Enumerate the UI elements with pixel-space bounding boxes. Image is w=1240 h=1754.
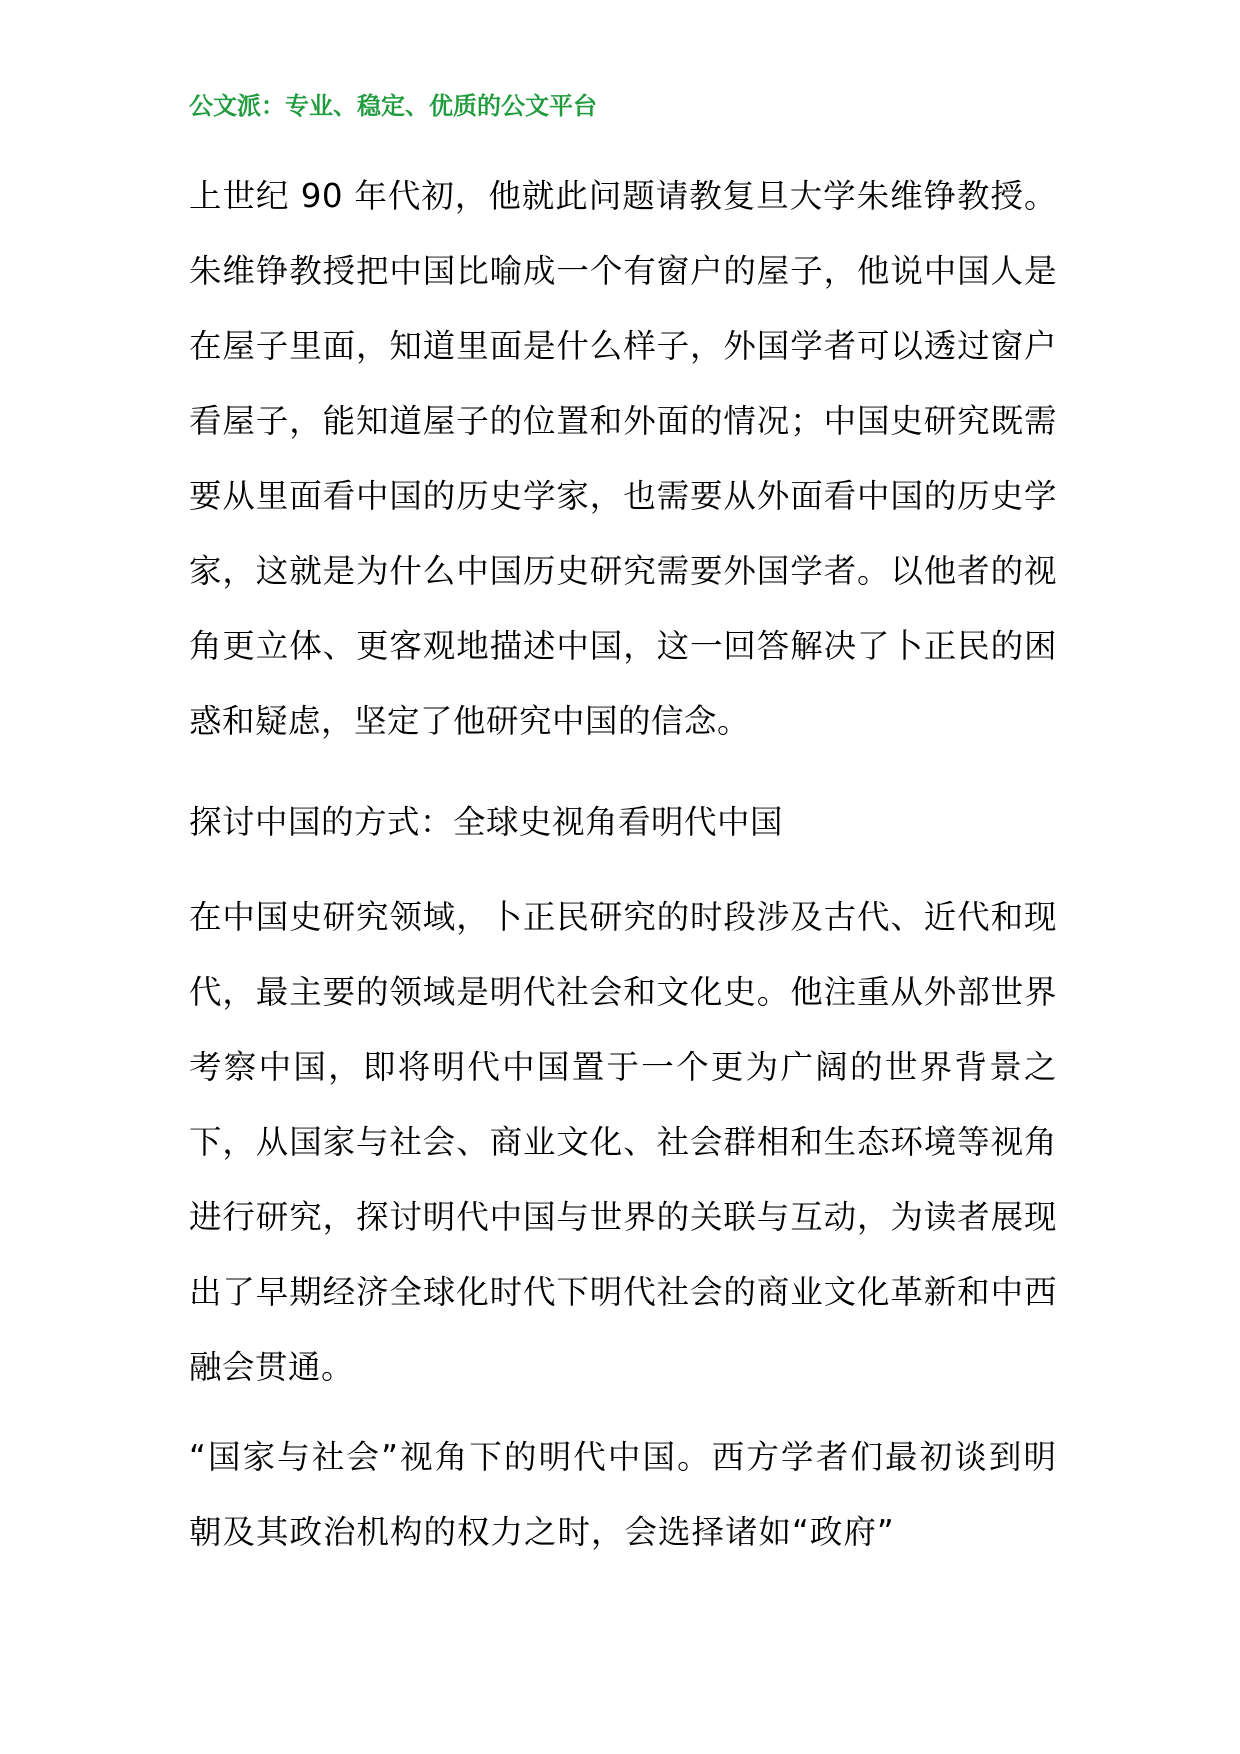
paragraph-state-society: “国家与社会”视角下的明代中国。西方学者们最初谈到明朝及其政治机构的权力之时，会选择诸如“政府” (189, 1438, 1057, 1551)
paragraph-research-field: 在中国史研究领域，卜正民研究的时段涉及古代、近代和现代，最主要的领域是明代社会和文化史。他注重从外部世界考察中国，即将明代中国置于一个更为广阔的世界背景之下，从国家与社会、商业文化、社会群相和生态环境等视角进行研究，探讨明代中国与世界的关联与互动，为读者展现出了早期经济全球化时代下明代社会的商业文化革新和中西融会贯通。 (189, 898, 1057, 1386)
paragraph-intro: 上世纪 90 年代初，他就此问题请教复旦大学朱维铮教授。朱维铮教授把中国比喻成一个有窗户的屋子，他说中国人是在屋子里面，知道里面是什么样子，外国学者可以透过窗户看屋子，能知道屋子的位置和外面的情况；中国史研究既需要从里面看中国的历史学家，也需要从外面看中国的历史学家，这就是为什么中国历史研究需要外国学者。以他者的视角更立体、更客观地描述中国，这一回答解决了卜正民的困惑和疑虑，坚定了他研究中国的信念。 (189, 177, 1057, 740)
section-heading: 探讨中国的方式：全球史视角看明代中国 (189, 803, 784, 841)
header-banner: 公文派：专业、稳定、优质的公文平台 (189, 91, 597, 120)
